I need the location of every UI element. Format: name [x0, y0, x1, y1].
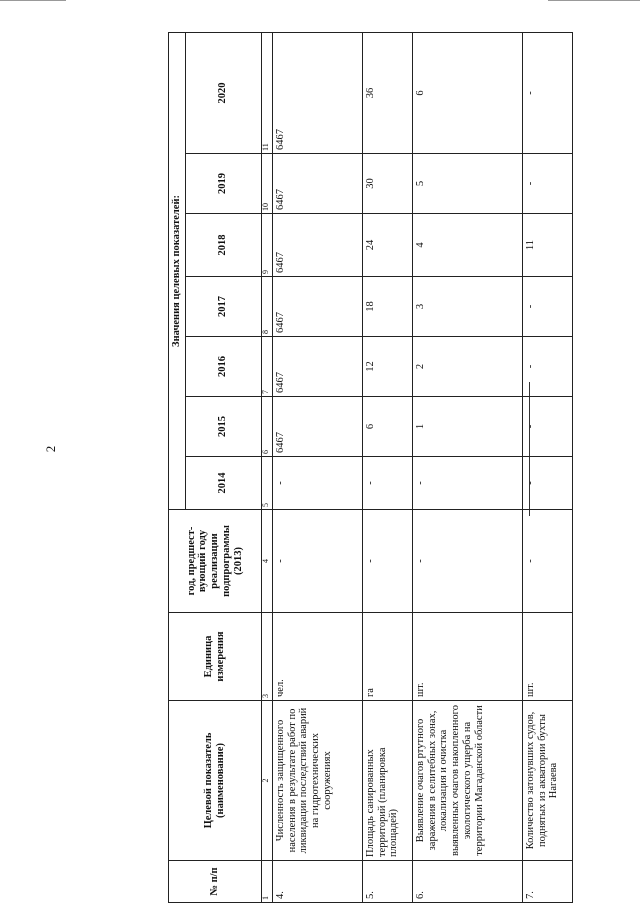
- row-num: 6.: [412, 861, 522, 903]
- row-value: 6467: [272, 337, 362, 397]
- row-value: -: [362, 457, 412, 510]
- target-indicators-table: [168, 32, 573, 903]
- column-index: 2: [261, 701, 272, 861]
- table-row: [412, 32, 522, 902]
- row-value: -: [522, 337, 572, 397]
- column-index: 3: [261, 613, 272, 701]
- row-value: -: [412, 457, 522, 510]
- table-row: [522, 32, 572, 902]
- header-prev-year: год, предшест-вующий году реализации подпрограммы (2013): [169, 510, 262, 613]
- row-value: 6467: [272, 397, 362, 457]
- row-value: -: [522, 32, 572, 153]
- row-value: -: [522, 277, 572, 337]
- column-index: 8: [261, 277, 272, 337]
- column-index: 5: [261, 457, 272, 510]
- header-year: 2016: [185, 337, 261, 397]
- top-left-edge-line: [0, 0, 66, 1]
- row-value: -: [412, 510, 522, 613]
- column-index: 6: [261, 397, 272, 457]
- row-value: 4: [412, 214, 522, 277]
- row-unit: шт.: [522, 613, 572, 701]
- row-num: 7.: [522, 861, 572, 903]
- row-value: 6467: [272, 154, 362, 214]
- column-index-row: [261, 32, 272, 902]
- row-value: 30: [362, 154, 412, 214]
- row-value: 6: [412, 32, 522, 153]
- header-num: № п/п: [169, 861, 262, 903]
- table-row: [272, 32, 362, 902]
- row-value: -: [522, 510, 572, 613]
- header-indicator: Целевой показатель (наименование): [169, 701, 262, 861]
- row-value: -: [522, 397, 572, 457]
- row-value: 24: [362, 214, 412, 277]
- row-value: 36: [362, 32, 412, 153]
- row-indicator: Численность защищенного населения в результате работ по ликвидации последствий аварий на гидротехнических сооружениях: [272, 701, 362, 861]
- row-value: 12: [362, 337, 412, 397]
- column-index: 4: [261, 510, 272, 613]
- row-value: -: [362, 510, 412, 613]
- row-unit: чел.: [272, 613, 362, 701]
- row-unit: га: [362, 613, 412, 701]
- row-value: 6467: [272, 214, 362, 277]
- row-value: 3: [412, 277, 522, 337]
- row-value: 18: [362, 277, 412, 337]
- column-index: 11: [261, 32, 272, 153]
- row-indicator: Выявление очагов ртутного заражения в селитебных зонах, локализация и очистка выявленных очагов накопленного экологического ущерба на территории Магаданской области: [412, 701, 522, 861]
- row-num: 4.: [272, 861, 362, 903]
- header-year: 2014: [185, 457, 261, 510]
- row-value: -: [522, 457, 572, 510]
- column-index: 10: [261, 154, 272, 214]
- header-values-group: Значения целевых показателей:: [169, 32, 186, 509]
- row-value: -: [272, 510, 362, 613]
- column-index: 7: [261, 337, 272, 397]
- header-year: 2018: [185, 214, 261, 277]
- header-year: 2020: [185, 32, 261, 153]
- row-value: 2: [412, 337, 522, 397]
- page-number: 2: [43, 445, 58, 453]
- row-value: 6467: [272, 32, 362, 153]
- table-row: [362, 32, 412, 902]
- column-index: 1: [261, 861, 272, 903]
- row-value: 1: [412, 397, 522, 457]
- row-num: 5.: [362, 861, 412, 903]
- row-indicator: Количество затонувших судов, поднятых из акватории бухты Нагаева: [522, 701, 572, 861]
- row-value: 11: [522, 214, 572, 277]
- top-right-edge-line: [548, 0, 640, 1]
- row-value: 6: [362, 397, 412, 457]
- row-indicator: Площадь санированных территорий (планировка площадей): [362, 701, 412, 861]
- column-index: 9: [261, 214, 272, 277]
- row-value: 6467: [272, 277, 362, 337]
- header-year: 2019: [185, 154, 261, 214]
- row-value: 5: [412, 154, 522, 214]
- row-unit: шт.: [412, 613, 522, 701]
- rotated-table-container: [168, 33, 560, 903]
- header-year: 2017: [185, 277, 261, 337]
- row-value: -: [272, 457, 362, 510]
- header-year: 2015: [185, 397, 261, 457]
- header-unit: Единица измерения: [169, 613, 262, 701]
- row-value: -: [522, 154, 572, 214]
